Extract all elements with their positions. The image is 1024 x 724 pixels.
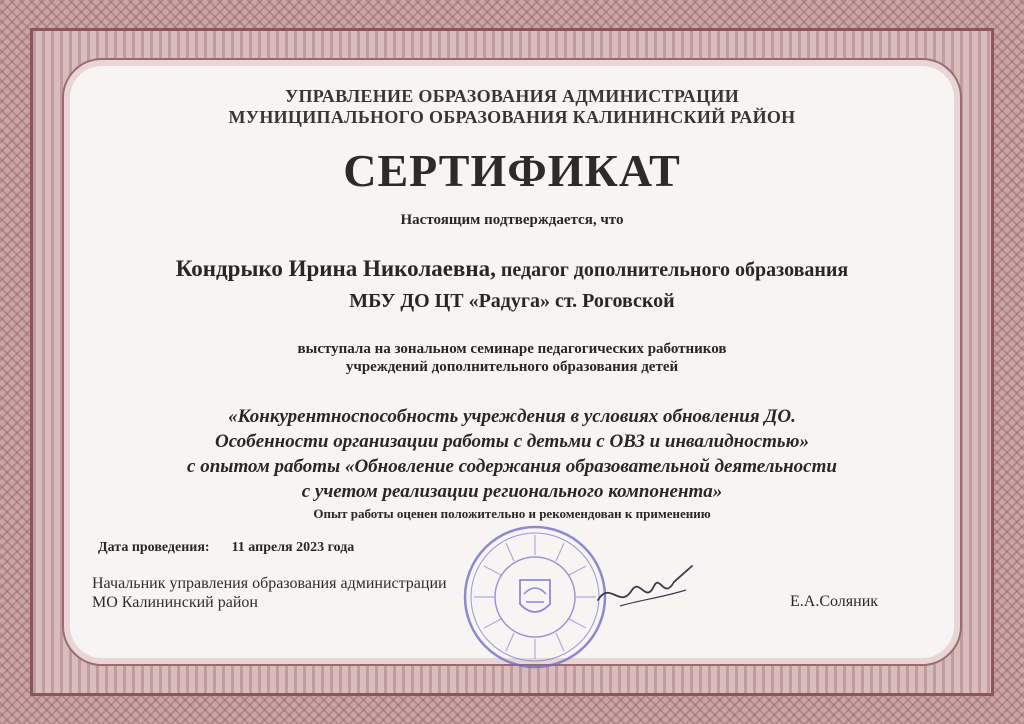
recipient-position: педагог дополнительного образования	[495, 259, 849, 281]
official-seal-stamp	[460, 522, 610, 672]
seminar-topic	[62, 404, 962, 504]
date-row	[98, 540, 354, 556]
signature-title-line1: Начальник управления образования администрации	[92, 575, 447, 592]
recipient-name: Кондрыко Ирина Николаевна,	[175, 256, 496, 281]
issuer-header-line1: УПРАВЛЕНИЕ ОБРАЗОВАНИЯ АДМИНИСТРАЦИИ	[284, 86, 740, 106]
signature-title	[92, 574, 447, 612]
topic-line2: Особенности организации работы с детьми с ОВЗ и инвалидностью»	[215, 431, 809, 452]
handwritten-signature	[590, 560, 700, 620]
performed-line1: выступала на зональном семинаре педагогических работников	[297, 341, 727, 357]
signature-title-line2: МО Калининский район	[92, 594, 258, 611]
performed-text	[62, 340, 962, 376]
signer-name: Е.А.Соляник	[790, 593, 879, 610]
confirm-text: Настоящим подтверждается, что	[400, 212, 624, 228]
recipient-line	[62, 256, 962, 282]
topic-line4: с учетом реализации регионального компонента»	[301, 481, 723, 502]
evaluation-text: Опыт работы оценен положительно и рекомендован к применению	[313, 506, 711, 521]
issuer-header-line2: МУНИЦИПАЛЬНОГО ОБРАЗОВАНИЯ КАЛИНИНСКИЙ РАЙОН	[228, 107, 796, 127]
topic-line3: с опытом работы «Обновление содержания образовательной деятельности	[187, 456, 837, 477]
certificate-content	[62, 58, 962, 666]
certificate-title: СЕРТИФИКАТ	[343, 145, 681, 196]
issuer-header	[62, 86, 962, 128]
recipient-organization: МБУ ДО ЦТ «Радуга» ст. Роговской	[349, 290, 675, 312]
performed-line2: учреждений дополнительного образования детей	[345, 359, 679, 375]
date-value: 11 апреля 2023 года	[231, 540, 355, 555]
topic-line1: «Конкурентноспособность учреждения в условиях обновления ДО.	[228, 406, 796, 427]
date-label: Дата проведения:	[98, 540, 210, 555]
